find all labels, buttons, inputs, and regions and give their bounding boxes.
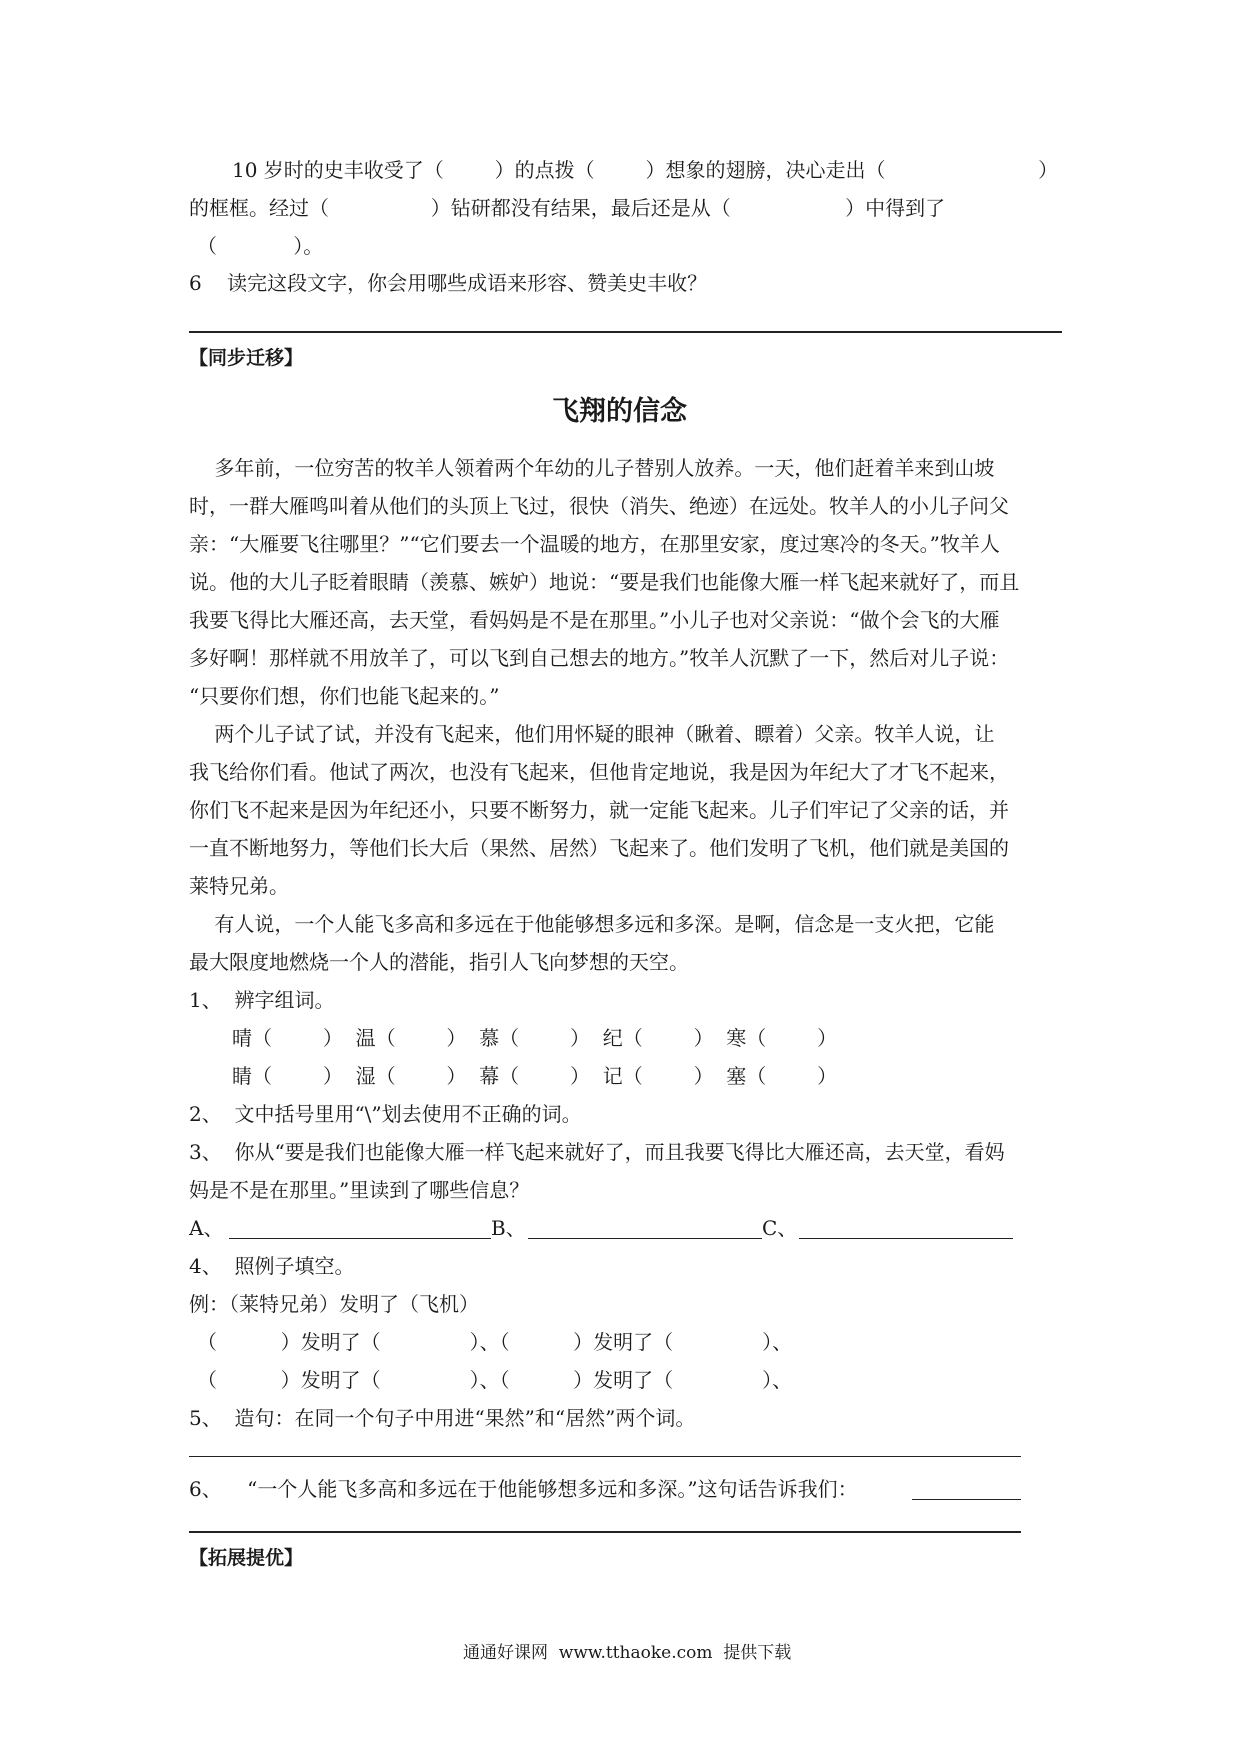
question-1-label: 1、 辨字组词。 bbox=[189, 988, 335, 1012]
passage-line: 有人说，一个人能飞多高和多远在于他能够想多远和多深。是啊，信念是一支火把，它能 bbox=[189, 912, 995, 936]
section-header-sync: 【同步迁移】 bbox=[189, 347, 304, 369]
question-1-row-1: 晴（ ） 温（ ） 慕（ ） 纪（ ） 寒（ ） bbox=[232, 1026, 838, 1050]
passage-line: “只要你们想，你们也能飞起来的。” bbox=[189, 684, 500, 708]
answer-line-q5[interactable] bbox=[189, 1456, 1021, 1457]
question-3-option-c: C、 bbox=[762, 1216, 798, 1240]
question-4-row-1: （ ）发明了（ ）、（ ）发明了（ ）、 bbox=[197, 1330, 793, 1354]
question-3-line-2: 妈是不是在那里。”里读到了哪些信息？ bbox=[189, 1178, 530, 1202]
passage-line: 莱特兄弟。 bbox=[189, 874, 289, 898]
question-4-label: 4、 照例子填空。 bbox=[189, 1254, 355, 1278]
answer-line-a[interactable] bbox=[229, 1238, 491, 1239]
passage-line: 时，一群大雁鸣叫着从他们的头顶上飞过，很快（消失、绝迹）在远处。牧羊人的小儿子问父 bbox=[189, 494, 1009, 518]
passage-line: 最大限度地燃烧一个人的潜能，指引人飞向梦想的天空。 bbox=[189, 950, 689, 974]
question-4-row-2: （ ）发明了（ ）、（ ）发明了（ ）、 bbox=[197, 1368, 793, 1392]
answer-line-c[interactable] bbox=[799, 1238, 1013, 1239]
question-3-line-1: 3、 你从“要是我们也能像大雁一样飞起来就好了，而且我要飞得比大雁还高，去天堂，看妈 bbox=[189, 1140, 1005, 1164]
divider-2 bbox=[189, 1531, 1021, 1533]
divider-1 bbox=[189, 331, 1062, 333]
passage-line: 我飞给你们看。他试了两次，也没有飞起来，但他肯定地说，我是因为年纪大了才飞不起来， bbox=[189, 760, 1009, 784]
passage-line: 亲：“大雁要飞往哪里？”“它们要去一个温暖的地方，在那里安家，度过寒冷的冬天。”牧羊人 bbox=[189, 532, 1000, 556]
q5-line-1: 10 岁时的史丰收受了（ ）的点拨（ ）想象的翅膀，决心走出（ ） bbox=[232, 158, 1059, 182]
passage-line: 一直不断地努力，等他们长大后（果然、居然）飞起来了。他们发明了飞机，他们就是美国的 bbox=[189, 836, 1009, 860]
section-header-extend: 【拓展提优】 bbox=[189, 1547, 304, 1569]
answer-line-q6[interactable] bbox=[912, 1499, 1021, 1500]
question-2: 2、 文中括号里用“\”划去使用不正确的词。 bbox=[189, 1102, 582, 1126]
passage-line: 两个儿子试了试，并没有飞起来，他们用怀疑的眼神（瞅着、瞟着）父亲。牧羊人说，让 bbox=[189, 722, 995, 746]
q5-line-2: 的框框。经过（ ）钻研都没有结果，最后还是从（ ）中得到了 bbox=[189, 196, 946, 220]
q6-top: 6 读完这段文字，你会用哪些成语来形容、赞美史丰收？ bbox=[189, 271, 708, 295]
passage-line: 我要飞得比大雁还高，去天堂，看妈妈是不是在那里。”小儿子也对父亲说：“做个会飞的大雁 bbox=[189, 608, 1000, 632]
footer-text: 通通好课网 www.tthaoke.com 提供下载 bbox=[463, 1643, 792, 1663]
question-3-option-a: A、 bbox=[189, 1216, 224, 1240]
question-1-row-2: 睛（ ） 湿（ ） 幕（ ） 记（ ） 塞（ ） bbox=[232, 1064, 838, 1088]
question-6: 6、 “一个人能飞多高和多远在于他能够想多远和多深。”这句话告诉我们： bbox=[189, 1477, 858, 1501]
answer-line-b[interactable] bbox=[528, 1238, 762, 1239]
question-5: 5、 造句：在同一个句子中用进“果然”和“居然”两个词。 bbox=[189, 1406, 696, 1430]
q5-line-3: （ ）。 bbox=[197, 234, 324, 258]
passage-line: 你们飞不起来是因为年纪还小，只要不断努力，就一定能飞起来。儿子们牢记了父亲的话，并 bbox=[189, 798, 1009, 822]
passage-line: 多年前，一位穷苦的牧羊人领着两个年幼的儿子替别人放养。一天，他们赶着羊来到山坡 bbox=[189, 456, 995, 480]
passage-line: 说。他的大儿子眨着眼睛（羡慕、嫉妒）地说：“要是我们也能像大雁一样飞起来就好了，而且 bbox=[189, 570, 1020, 594]
passage-line: 多好啊！那样就不用放羊了，可以飞到自己想去的地方。”牧羊人沉默了一下，然后对儿子说： bbox=[189, 646, 1010, 670]
question-4-example: 例：（莱特兄弟）发明了（飞机） bbox=[189, 1292, 479, 1316]
passage-title: 飞翔的信念 bbox=[552, 396, 687, 427]
question-3-option-b: B、 bbox=[491, 1216, 526, 1240]
